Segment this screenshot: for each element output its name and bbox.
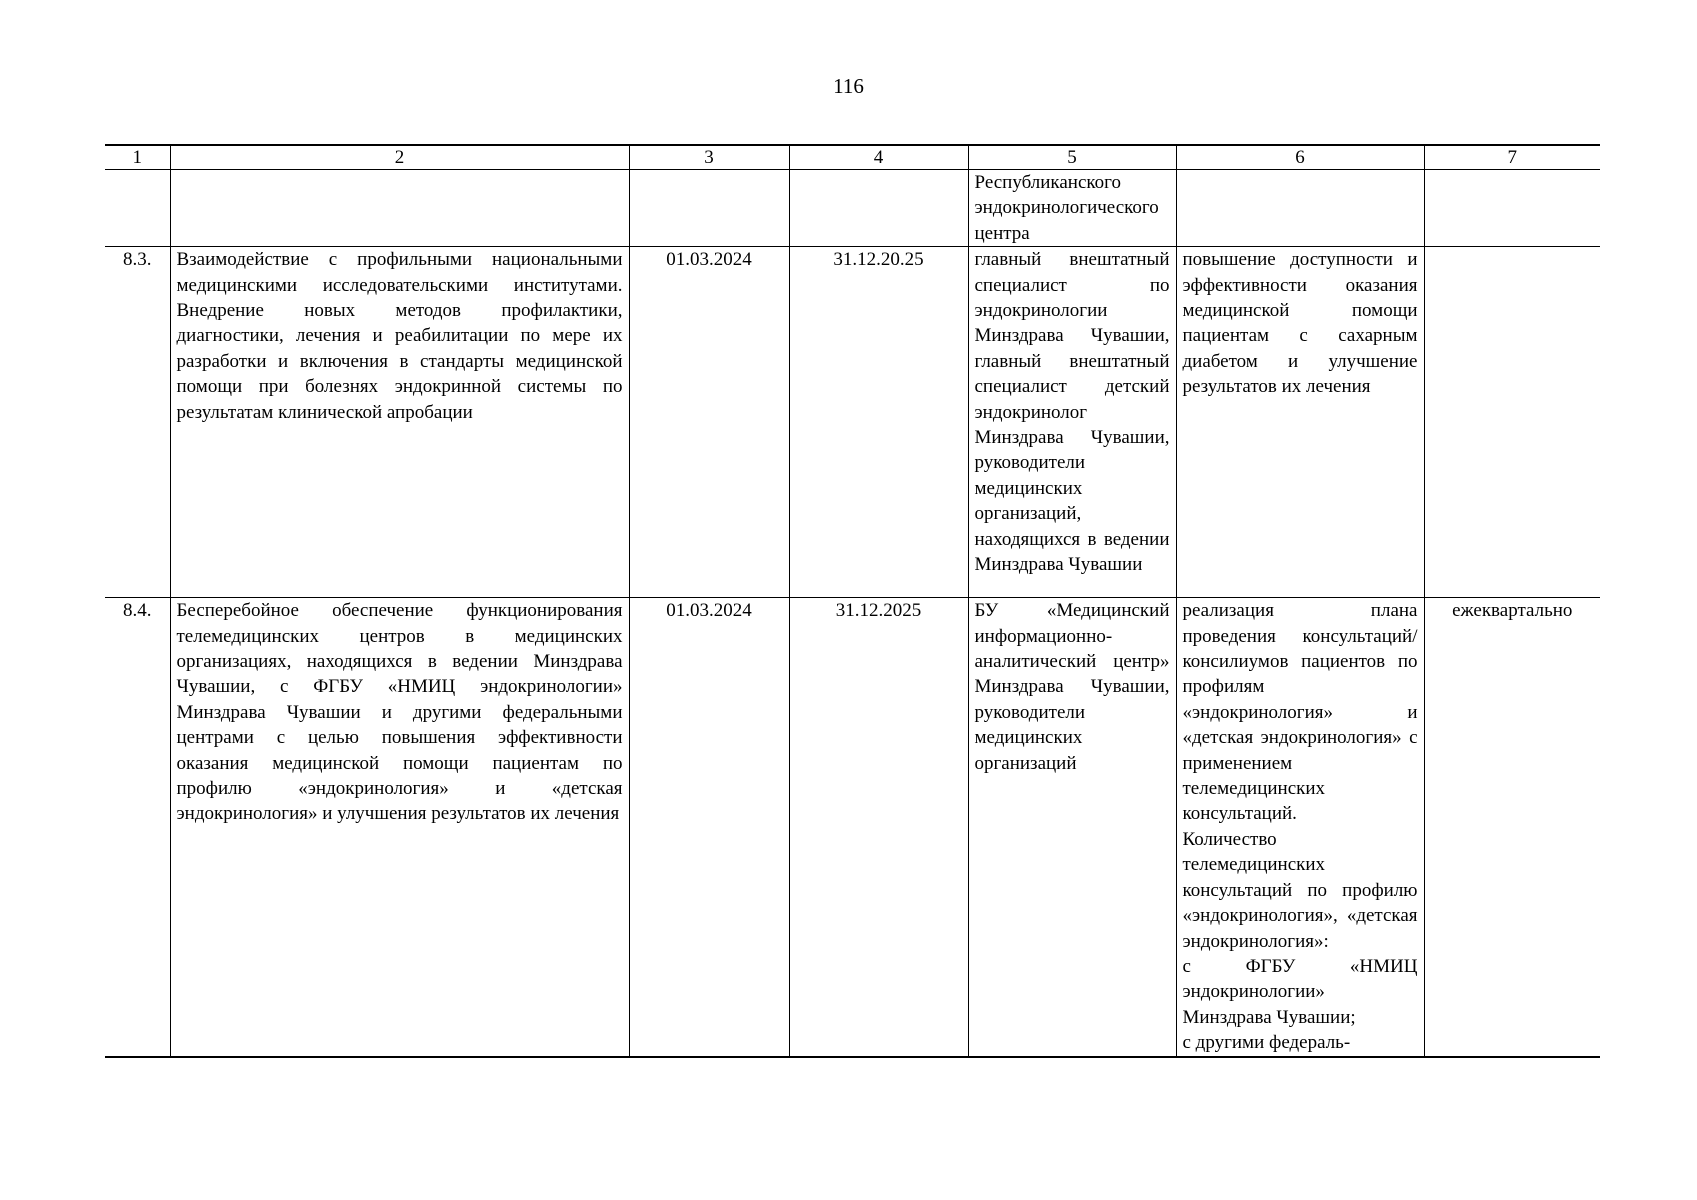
cell-activity xyxy=(170,170,629,247)
cell-start-date: 01.03.2024 xyxy=(629,598,789,1058)
table-header-row xyxy=(105,145,1600,170)
cell-end-date xyxy=(789,170,968,247)
cell-result xyxy=(1176,170,1424,247)
cell-frequency xyxy=(1424,170,1600,247)
cell-end-date: 31.12.2025 xyxy=(789,598,968,1058)
cell-responsible: Республиканского эндокринологического центра xyxy=(968,170,1176,247)
cell-frequency: ежеквартально xyxy=(1424,598,1600,1058)
cell-start-date: 01.03.2024 xyxy=(629,247,789,598)
cell-activity: Бесперебойное обеспечение функционирования телемедицинских центров в медицинских организациях, находящихся в ведении Минздрава Чувашии, с ФГБУ «НМИЦ эндокринологии» Минздрава Чувашии и другими федеральными центрами с целью повышения эффективности оказания медицинской помощи пациентам по профилю «эндокринология» и «детская эндокринология» и улучшения результатов их лечения xyxy=(170,598,629,1058)
table-row-8-3 xyxy=(105,247,1600,598)
header-col-7: 7 xyxy=(1424,145,1600,170)
cell-responsible: БУ «Медицинский информационно-аналитический центр» Минздрава Чувашии, руководители медицинских организаций xyxy=(968,598,1176,1058)
header-col-1: 1 xyxy=(105,145,170,170)
header-col-5: 5 xyxy=(968,145,1176,170)
page-number: 116 xyxy=(833,74,864,98)
table-row-continuation xyxy=(105,170,1600,247)
header-col-6: 6 xyxy=(1176,145,1424,170)
table-row-8-4 xyxy=(105,598,1600,1058)
cell-num xyxy=(105,170,170,247)
header-col-4: 4 xyxy=(789,145,968,170)
cell-num: 8.3. xyxy=(105,247,170,598)
cell-responsible: главный внештатный специалист по эндокринологии Минздрава Чувашии, главный внештатный специалист детский эндокринолог Минздрава Чувашии, руководители медицинских организаций, находящихся в ведении Минздрава Чувашии xyxy=(968,247,1176,598)
result-line: с ФГБУ «НМИЦ эндокринологии» Минздрава Чувашии; xyxy=(1182,955,1418,1028)
header-col-3: 3 xyxy=(629,145,789,170)
cell-activity: Взаимодействие с профильными национальными медицинскими исследовательскими институтами. Внедрение новых методов профилактики, диагностики, лечения и реабилитации по мере их разработки и включения в стандарты медицинской помощи при болезнях эндокринной системы по результатам клинической апробации xyxy=(170,247,629,598)
cell-end-date: 31.12.20.25 xyxy=(789,247,968,598)
cell-num: 8.4. xyxy=(105,598,170,1058)
cell-result: повышение доступности и эффективности оказания медицинской помощи пациентам с сахарным диабетом и улучшение результатов их лечения xyxy=(1176,247,1424,598)
plan-table-container xyxy=(105,144,1600,1058)
cell-frequency xyxy=(1424,247,1600,598)
cell-start-date xyxy=(629,170,789,247)
result-line: с другими федераль- xyxy=(1182,1032,1351,1054)
header-col-2: 2 xyxy=(170,145,629,170)
cell-result xyxy=(1176,598,1424,1058)
result-line: Количество телемедицинских консультаций по профилю «эндокринология», «детская эндокринология»: xyxy=(1182,828,1418,952)
result-line: реализация плана проведения консультаций/консилиумов пациентов по профилям «эндокринология» и «детская эндокринология» с применением телемедицинских консультаций. xyxy=(1182,600,1418,825)
plan-table xyxy=(105,144,1600,1058)
